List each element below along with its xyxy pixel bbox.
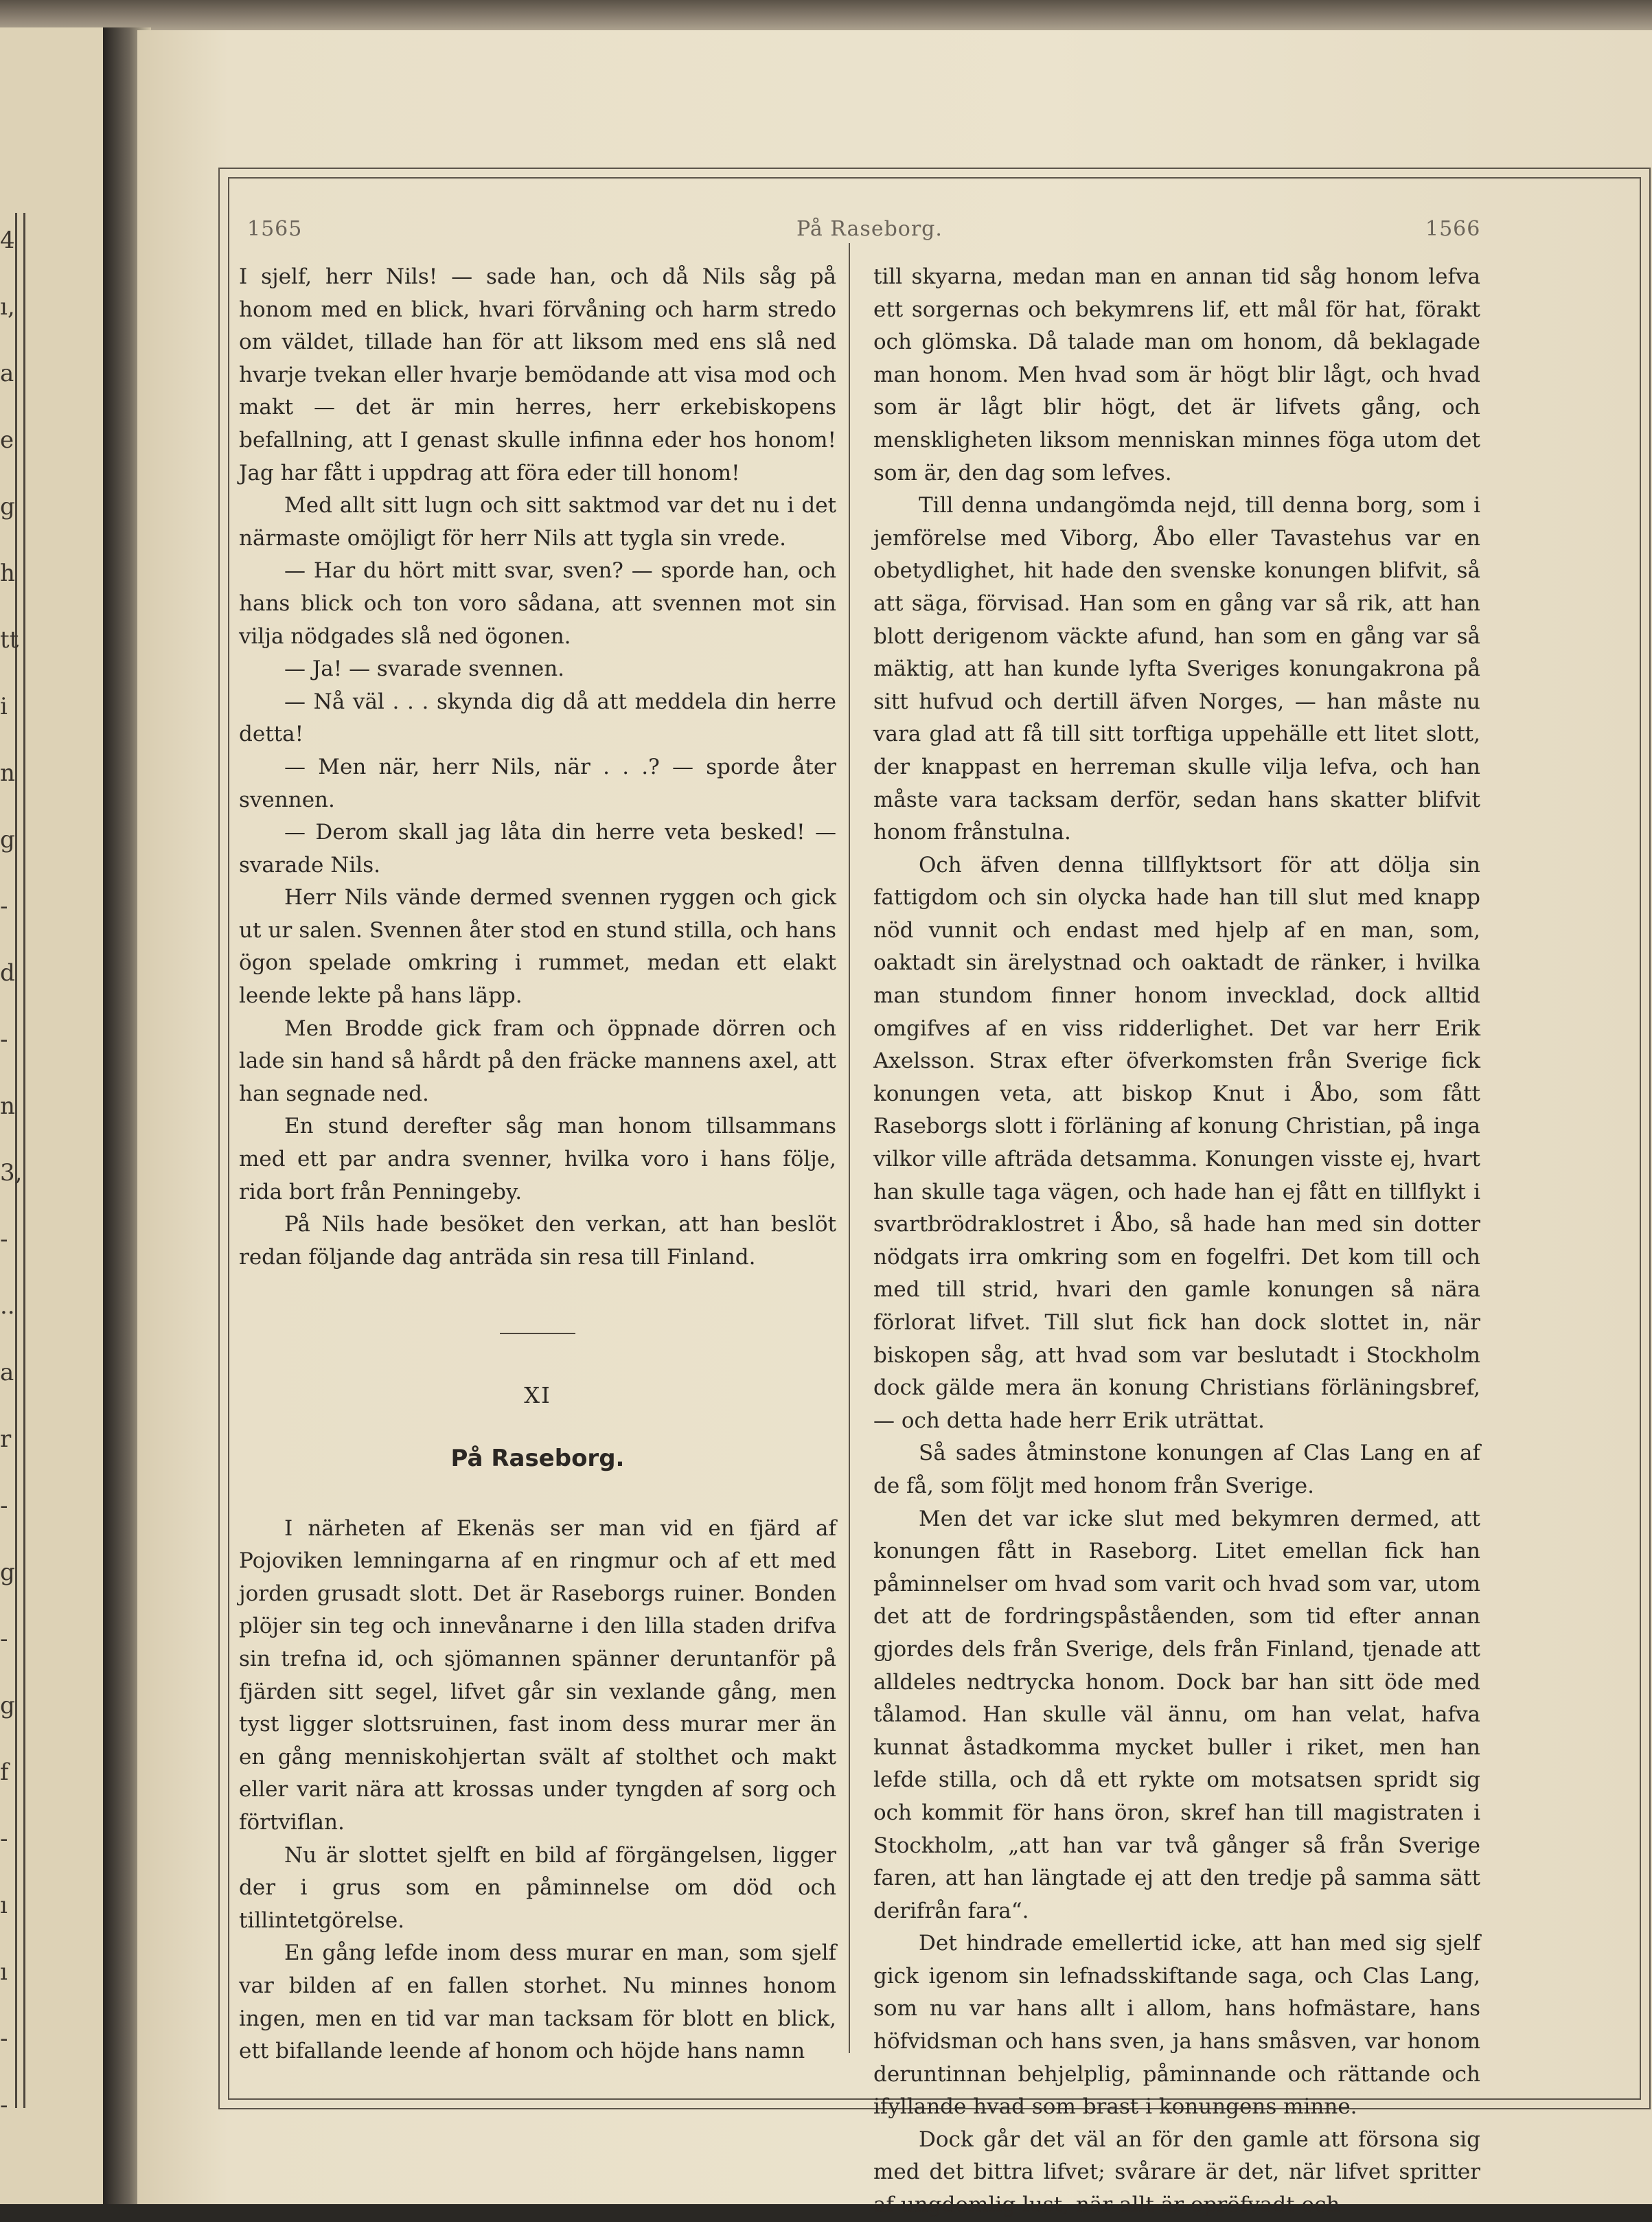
previous-page-fragment: 4 bbox=[0, 227, 15, 254]
right-column bbox=[873, 261, 1480, 2222]
paragraph: till skyarna, medan man en annan tid såg honom lefva ett sorgernas och bekymrens lif, ett mål för hat, förakt och glömska. Då talade man om honom, då beklagade man honom. Men hvad som är högt blir lågt, och hvad som är lågt blir högt, det är lifvets gång, och menskligheten liksom menniskan minnes föga utom det som är, den dag som lefves. bbox=[873, 264, 1480, 485]
previous-page-fragment: g bbox=[0, 826, 15, 854]
previous-page-fragment: g bbox=[0, 493, 15, 520]
previous-page-fragment: f bbox=[0, 1759, 9, 1786]
paragraph: Nu är slottet sjelft en bild af förgängelsen, ligger der i grus som en påminnelse om död och tillintetgörelse. bbox=[239, 1842, 836, 1933]
previous-page-fragment: h bbox=[0, 560, 15, 587]
previous-page-fragment: tt bbox=[0, 626, 19, 654]
paragraph: Med allt sitt lugn och sitt saktmod var det nu i det närmaste omöjligt för herr Nils att tygla sin vrede. bbox=[239, 493, 836, 551]
previous-page-fragment: g bbox=[0, 1692, 15, 1719]
previous-page-fragment: ı bbox=[0, 1958, 8, 1986]
paragraph: På Nils hade besöket den verkan, att han beslöt redan följande dag anträda sin resa till Finland. bbox=[239, 1212, 836, 1270]
paragraph: — Nå väl . . . skynda dig då att meddela din herre detta! bbox=[239, 689, 836, 747]
previous-page-fragment: 3, bbox=[0, 1159, 23, 1187]
previous-page-fragment: d bbox=[0, 959, 15, 987]
running-title: På Raseborg. bbox=[796, 217, 943, 241]
previous-page-fragment: g bbox=[0, 1559, 15, 1586]
previous-page-fragment: - bbox=[0, 893, 8, 920]
previous-page-fragment: r bbox=[0, 1425, 12, 1453]
chapter-number: XI bbox=[524, 1382, 551, 1409]
previous-page-fragment: .. bbox=[0, 1292, 15, 1320]
previous-page-fragment: - bbox=[0, 2025, 8, 2052]
previous-page-fragment: - bbox=[0, 1625, 8, 1653]
paragraph: Till denna undangömda nejd, till denna borg, som i jemförelse med Viborg, Åbo eller Tavastehus var en obetydlighet, hit hade den svenske konungen blifvit, så att säga, förvisad. Han som en gång var så rik, att han blott derigenom väckte afund, han som en gång var så mäktig, att han kunde lyfta Sveriges konungakrona på sitt hufvud och dertill äfven Norges, — han måste nu vara glad att få till sitt torftiga uppehälle ett litet slott, der knappast en herreman skulle vilja lefva, och han måste vara tacksam derför, sedan hans skatter blifvit honom frånstulna. bbox=[873, 493, 1480, 845]
paragraph: En stund derefter såg man honom tillsammans med ett par andra svenner, hvilka voro i hans följe, rida bort från Penningeby. bbox=[239, 1114, 836, 1204]
previous-page-fragment: a bbox=[0, 1359, 14, 1386]
column-divider bbox=[849, 243, 850, 2053]
paragraph: — Men när, herr Nils, när . . .? — sporde åter svennen. bbox=[239, 754, 836, 812]
paragraph: En gång lefde inom dess murar en man, som sjelf var bilden af en fallen storhet. Nu minnes honom ingen, men en tid var man tacksam för blott en blick, ett bifallande leende af honom och höjde hans namn bbox=[239, 1940, 836, 2064]
right-page-number: 1566 bbox=[1425, 217, 1481, 241]
previous-page-fragment: - bbox=[0, 1026, 8, 1053]
left-column bbox=[239, 261, 836, 2068]
previous-page-fragment: - bbox=[0, 1226, 8, 1253]
paragraph: Men Brodde gick fram och öppnade dörren och lade sin hand så hårdt på den fräcke mannens axel, att han segnade ned. bbox=[239, 1016, 836, 1106]
paragraph: I närheten af Ekenäs ser man vid en fjärd af Pojoviken lemningarna af en ringmur och af ett med jorden grusadt slott. Det är Raseborgs ruiner. Bonden plöjer sin teg och innevånarne i den lilla staden drifva sin trefna id, och sjömannen spänner deruntanför på fjärden sitt segel, lifvet går sin vexlande gång, men tyst ligger slottsruinen, fast inom dess murar mer än en gång menniskohjertan svält af stolthet och makt eller varit nära att krossas under tyngden af sorg och förtviflan. bbox=[239, 1515, 836, 1835]
previous-page-fragment: - bbox=[0, 1492, 8, 1520]
previous-page-fragment: n bbox=[0, 1092, 15, 1120]
paragraph: — Har du hört mitt svar, sven? — sporde han, och hans blick och ton voro sådana, att svennen mot sin vilja nödgades slå ned ögonen. bbox=[239, 558, 836, 649]
paragraph: Det hindrade emellertid icke, att han med sig sjelf gick igenom sin lefnadsskiftande saga, och Clas Lang, som nu var hans allt i allom, hans hofmästare, hans höfvidsman och hans sven, ja hans småsven, var honom deruntinnan behjelplig, påminnande och rättande och ifyllande hvad som brast i konungens minne. bbox=[873, 1931, 1480, 2120]
paragraph: Och äfven denna tillflyktsort för att dölja sin fattigdom och sin olycka hade han till slut med knapp nöd vunnit och endast med hjelp af en man, som, oaktadt sin ärelystnad och oaktadt de ränker, i hvilka man stundom finner honom invecklad, dock alltid omgifves af en viss ridderlighet. Det var herr Erik Axelsson. Strax efter öfverkomsten från Sverige fick konungen veta, att biskop Knut i Åbo, som fått Raseborgs slott i förläning af konung Christian, på inga vilkor ville afträda detsamma. Konungen visste ej, hvart han skulle taga vägen, och hade han ej fått en tillflykt i svartbrödraklostret i Åbo, så hade han med sin dotter nödgats irra omkring som en fogelfri. Det kom till och med till strid, hvari den gamle konungen så nära förlorat lifvet. Till slut fick han dock slottet in, när biskopen såg, att hvad som var beslutadt i Stockholm dock gälde mera än konung Christians förläningsbref, — och detta hade herr Erik uträttat. bbox=[873, 852, 1480, 1433]
book-binding-edge bbox=[0, 0, 1652, 33]
previous-page-fragment: e bbox=[0, 426, 14, 454]
previous-page-fragment: - bbox=[0, 1825, 8, 1853]
previous-page-fragment: ı bbox=[0, 1892, 8, 1919]
previous-page-fragment: - bbox=[0, 2092, 8, 2119]
paragraph: Dock går det väl an för den gamle att försona sig med det bittra lifvet; svårare är det, när lifvet spritter af ungdomlig lust, när allt är opröfvadt och bbox=[873, 2127, 1480, 2218]
book-page bbox=[137, 30, 1652, 2218]
paragraph: — Ja! — svarade svennen. bbox=[284, 656, 565, 682]
chapter-title: På Raseborg. bbox=[450, 1445, 625, 1472]
paragraph: Herr Nils vände dermed svennen ryggen och gick ut ur salen. Svennen åter stod en stund stilla, och hans ögon spelade omkring i rummet, medan ett elakt leende lekte på hans läpp. bbox=[239, 885, 836, 1009]
previous-page-fragment: a bbox=[0, 360, 14, 387]
paragraph: I sjelf, herr Nils! — sade han, och då Nils såg på honom med en blick, hvari förvåning och harm stredo om väldet, tillade han för att liksom med ens slå ned hvarje tvekan eller hvarje bemödande att visa mod och makt — det är min herres, herr erkebiskopens befallning, att I genast skulle infinna eder hos honom! Jag har fått i uppdrag att föra eder till honom! bbox=[239, 264, 836, 485]
paragraph: Men det var icke slut med bekymren dermed, att konungen fått in Raseborg. Litet emellan fick han påminnelser om hvad som varit och hvad som var, utom det att de fordringspåståenden, som tid efter annan gjordes dels från Sverige, dels från Finland, tjenade att alldeles nedtrycka honom. Dock bar han sitt öde med tålamod. Han skulle väl ännu, om han velat, hafva kunnat åstadkomma mycket buller i riket, men han lefde stilla, och då ett rykte om motsatsen spridt sig och kommit för hans öron, skref han till magistraten i Stockholm, „att han var två gånger så från Sverige faren, att han längtade ej att den tredje på samma sätt derifrån fara“. bbox=[873, 1506, 1480, 1923]
paragraph: — Derom skall jag låta din herre veta besked! — svarade Nils. bbox=[239, 820, 836, 878]
section-separator bbox=[500, 1333, 575, 1334]
previous-page-edge bbox=[0, 27, 103, 2204]
paragraph: Så sades åtminstone konungen af Clas Lang en af de få, som följt med honom från Sverige. bbox=[873, 1441, 1480, 1498]
previous-page-fragment: ı, bbox=[0, 293, 15, 321]
left-page-number: 1565 bbox=[247, 217, 303, 241]
previous-page-fragment: n bbox=[0, 759, 15, 787]
previous-page-fragment: i bbox=[0, 693, 8, 720]
